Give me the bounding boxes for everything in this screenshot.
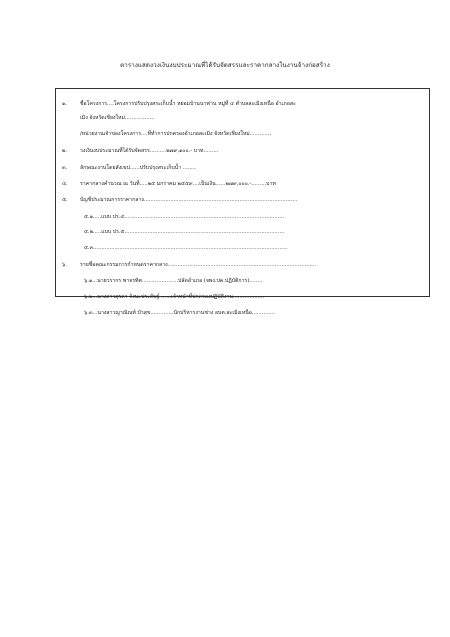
item-number: ๓.	[62, 165, 68, 171]
item-number: ๑.	[62, 101, 67, 107]
item-1-line-3: /หน่วยงานเจ้าของโครงการ....ที่ทำการปกครองอำเภอสะเมิง จังหวัดเชียงใหม่.............	[80, 131, 272, 137]
item-5-sub-2: ๕.๒.....แบบ ปร.๕.................................................................................................	[84, 229, 285, 235]
item-number: ๔.	[62, 181, 68, 187]
item-4-text: ราคากลางคำนวณ ณ วันที่.....๒๕ มกราคม ๒๕๕๙....เป็นเงิน......๒๗๙,๐๐๐.-.........บาท	[80, 181, 276, 187]
item-3-text: ลักษณะงานโดยสังเขป......ปรับปรุงสระเก็บน้ำ ........	[80, 165, 196, 171]
item-1-line-2: เมิง จังหวัดเชียงใหม่..................	[80, 115, 155, 121]
item-1-line-1: ชื่อโครงการ....โครงการปรับปรุงสระเก็บน้ำ หย่อมบ้านนาฟาน หมู่ที่ ๔ ตำบลสะเมิงเหนือ อำเภอสะ	[80, 101, 296, 107]
item-2-text: วงเงินงบประมาณที่ได้รับจัดสรร..........๒๗๙,๑๐๐.- บาท.........	[80, 148, 219, 154]
item-number: ๕.	[62, 197, 68, 203]
page-title: ตารางแสดงวงเงินงบประมาณที่ได้รับจัดสรรและราคากลางในงานจ้างก่อสร้าง	[120, 62, 330, 69]
item-4	[62, 181, 276, 188]
item-number: ๖.	[62, 262, 67, 268]
item-6	[62, 262, 316, 269]
item-5	[62, 197, 297, 204]
item-6-text: รายชื่อคณะกรรมการกำหนดราคากลาง..........................................................................................	[80, 262, 317, 268]
item-1	[62, 101, 296, 108]
item-5-text: บัญชีประมาณการราคากลาง.............................................................................................	[80, 197, 298, 203]
item-2	[62, 148, 218, 155]
item-6-sub-2: ๖.๒...นางสาวสุรดา จังนะประดิษฐ์ ......เจ้าหน้าที่ปกครองปฏิบัติงาน...................	[84, 294, 265, 300]
item-6-sub-3: ๖.๓...นางสาวญาณิณท์ บัวสุข..............นักบริหารงานช่าง อบต.สะเมิงเหนือ..............	[84, 310, 275, 316]
item-5-sub-1: ๕.๑.....แบบ ปร.๔.................................................................................................	[84, 214, 285, 220]
item-3	[62, 165, 196, 172]
item-5-sub-3: ๕.๓......................................................................................................................	[84, 245, 288, 251]
item-number: ๒.	[62, 148, 68, 154]
item-6-sub-1: ๖.๑...นายวรากร พาจรทิศ......................ปลัดอำเภอ (จพง.ปค.ปฏิบัติการ)........	[84, 278, 263, 284]
